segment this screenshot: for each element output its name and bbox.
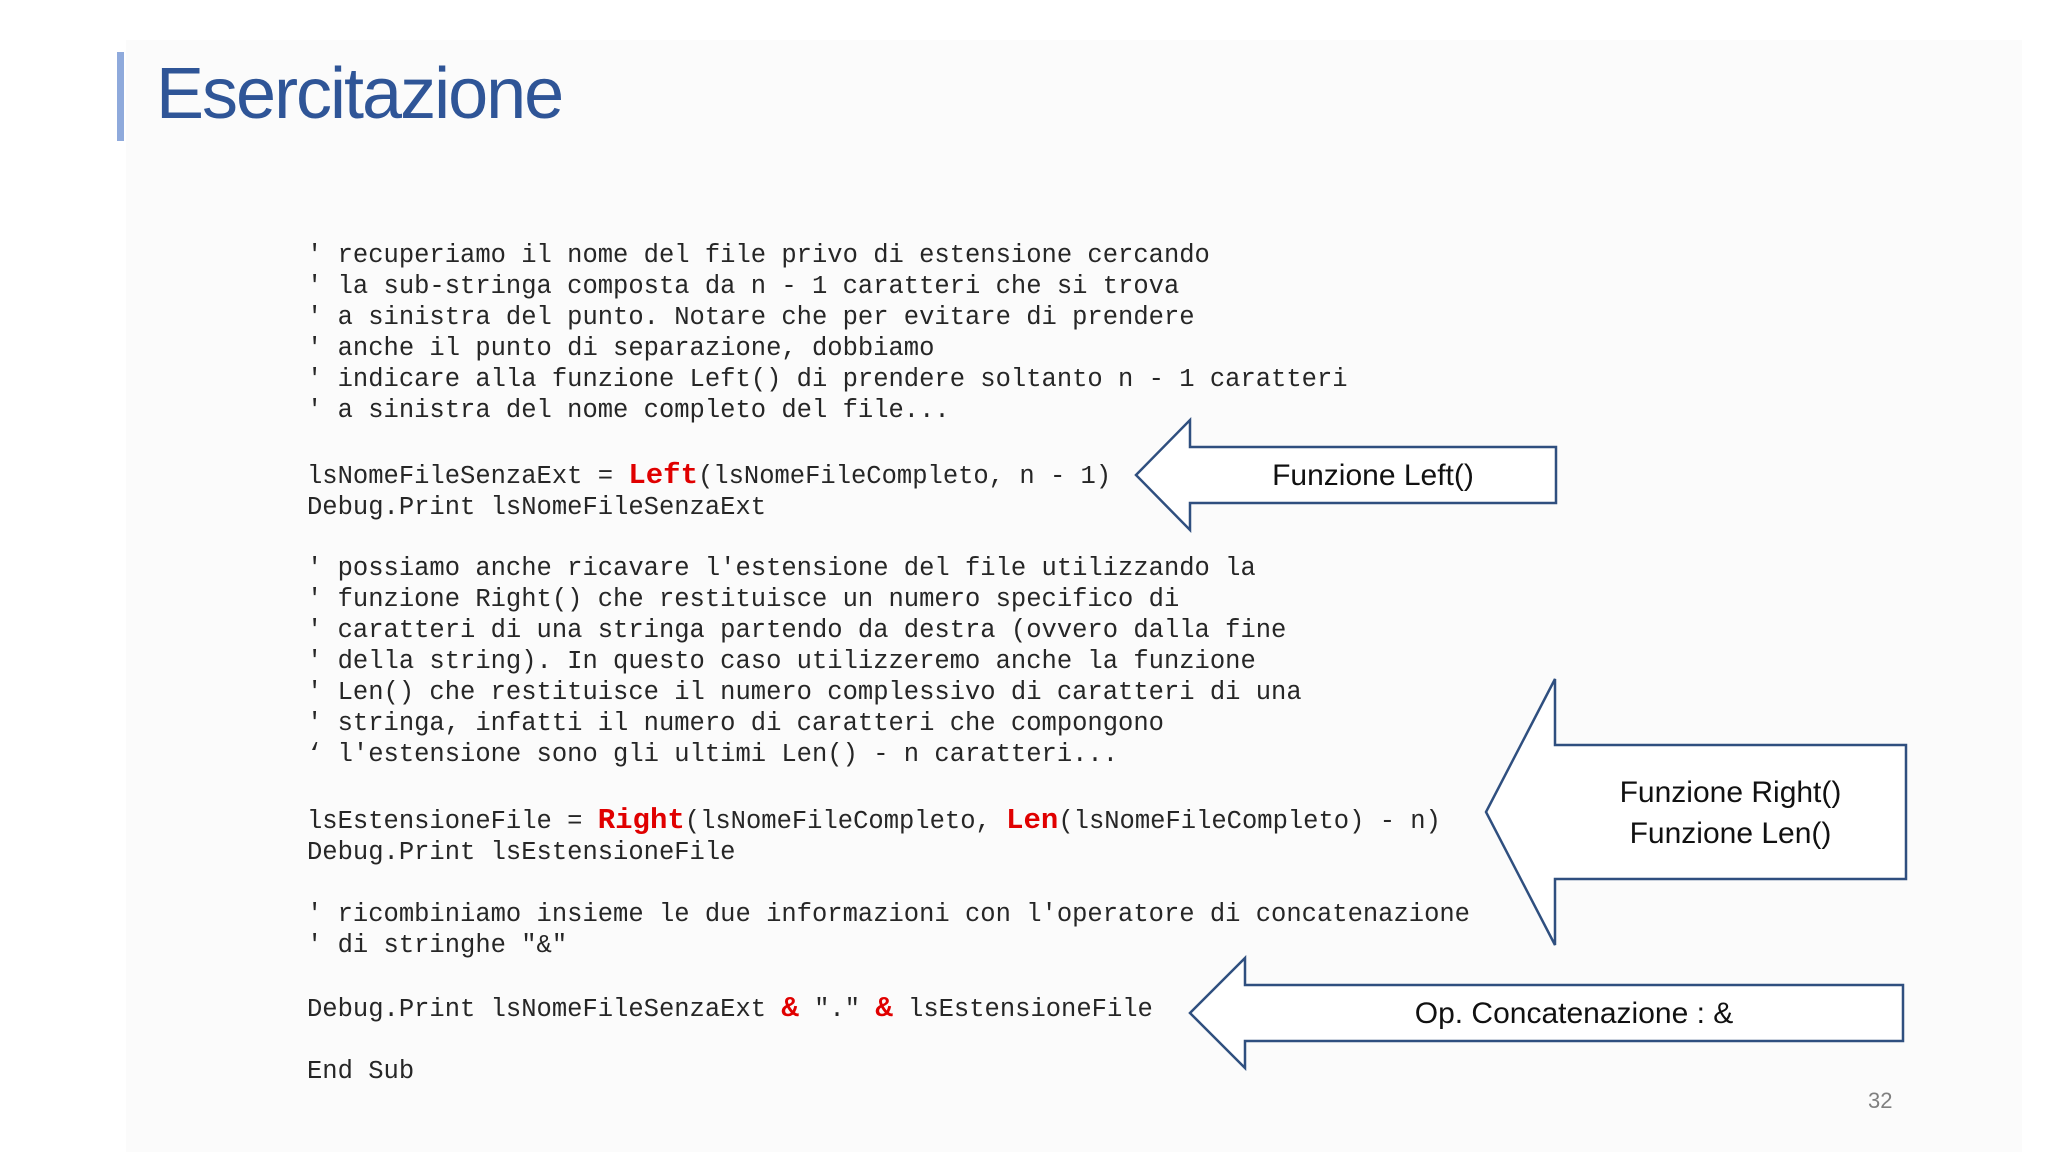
code-line: ' indicare alla funzione Left() di prendere soltanto n - 1 caratteri xyxy=(307,365,1348,394)
code-line: ' possiamo anche ricavare l'estensione del file utilizzando la xyxy=(307,554,1256,583)
code-debug-print-1: Debug.Print lsNomeFileSenzaExt xyxy=(307,493,767,522)
callout-right-label-2: Funzione Len() xyxy=(1629,817,1832,850)
slide-title: Esercitazione xyxy=(156,54,563,134)
code-text: Debug.Print lsNomeFileSenzaExt xyxy=(307,995,782,1024)
code-line: ' funzione Right() che restituisce un numero specifico di xyxy=(307,585,1180,614)
operator-amp-1: & xyxy=(781,992,799,1025)
keyword-right: Right xyxy=(597,804,685,837)
code-line: ' a sinistra del nome completo del file... xyxy=(307,396,950,425)
operator-amp-2: & xyxy=(875,992,893,1025)
callout-right-label-1: Funzione Right() xyxy=(1619,776,1842,809)
code-line: ' della string). In questo caso utilizzeremo anche la funzione xyxy=(307,647,1256,676)
code-line: ' ricombiniamo insieme le due informazioni con l'operatore di concatenazione xyxy=(307,900,1470,929)
code-text: (lsNomeFileCompleto, xyxy=(684,807,1007,836)
code-line: ' anche il punto di separazione, dobbiamo xyxy=(307,334,935,363)
code-line: ' la sub-stringa composta da n - 1 caratteri che si trova xyxy=(307,272,1180,301)
code-line: ' stringa, infatti il numero di caratteri che compongono xyxy=(307,709,1164,738)
code-text: lsEstensioneFile = xyxy=(307,807,598,836)
code-line: ‘ l'estensione sono gli ultimi Len() - n caratteri... xyxy=(307,740,1119,769)
code-line: ' caratteri di una stringa partendo da destra (ovvero dalla fine xyxy=(307,616,1287,645)
code-line: End Sub xyxy=(307,1057,415,1086)
code-text: lsEstensioneFile xyxy=(892,995,1153,1024)
keyword-len: Len xyxy=(1006,804,1059,837)
keyword-left: Left xyxy=(628,459,698,492)
code-text: "." xyxy=(798,995,876,1024)
code-text: lsNomeFileSenzaExt = xyxy=(307,462,629,491)
code-line: ' di stringhe "&" xyxy=(307,931,568,960)
callout-left-label: Funzione Left() xyxy=(1272,459,1474,492)
callout-concat-label: Op. Concatenazione : & xyxy=(1414,997,1734,1030)
code-line: ' recuperiamo il nome del file privo di estensione cercando xyxy=(307,241,1210,270)
code-text: (lsNomeFileCompleto) - n) xyxy=(1058,807,1441,836)
code-line: ' a sinistra del punto. Notare che per evitare di prendere xyxy=(307,303,1195,332)
code-line: ' Len() che restituisce il numero complessivo di caratteri di una xyxy=(307,678,1302,707)
code-text: (lsNomeFileCompleto, n - 1) xyxy=(697,462,1112,491)
code-debug-print-2: Debug.Print lsEstensioneFile xyxy=(307,838,736,867)
page-number: 32 xyxy=(1868,1088,1893,1113)
